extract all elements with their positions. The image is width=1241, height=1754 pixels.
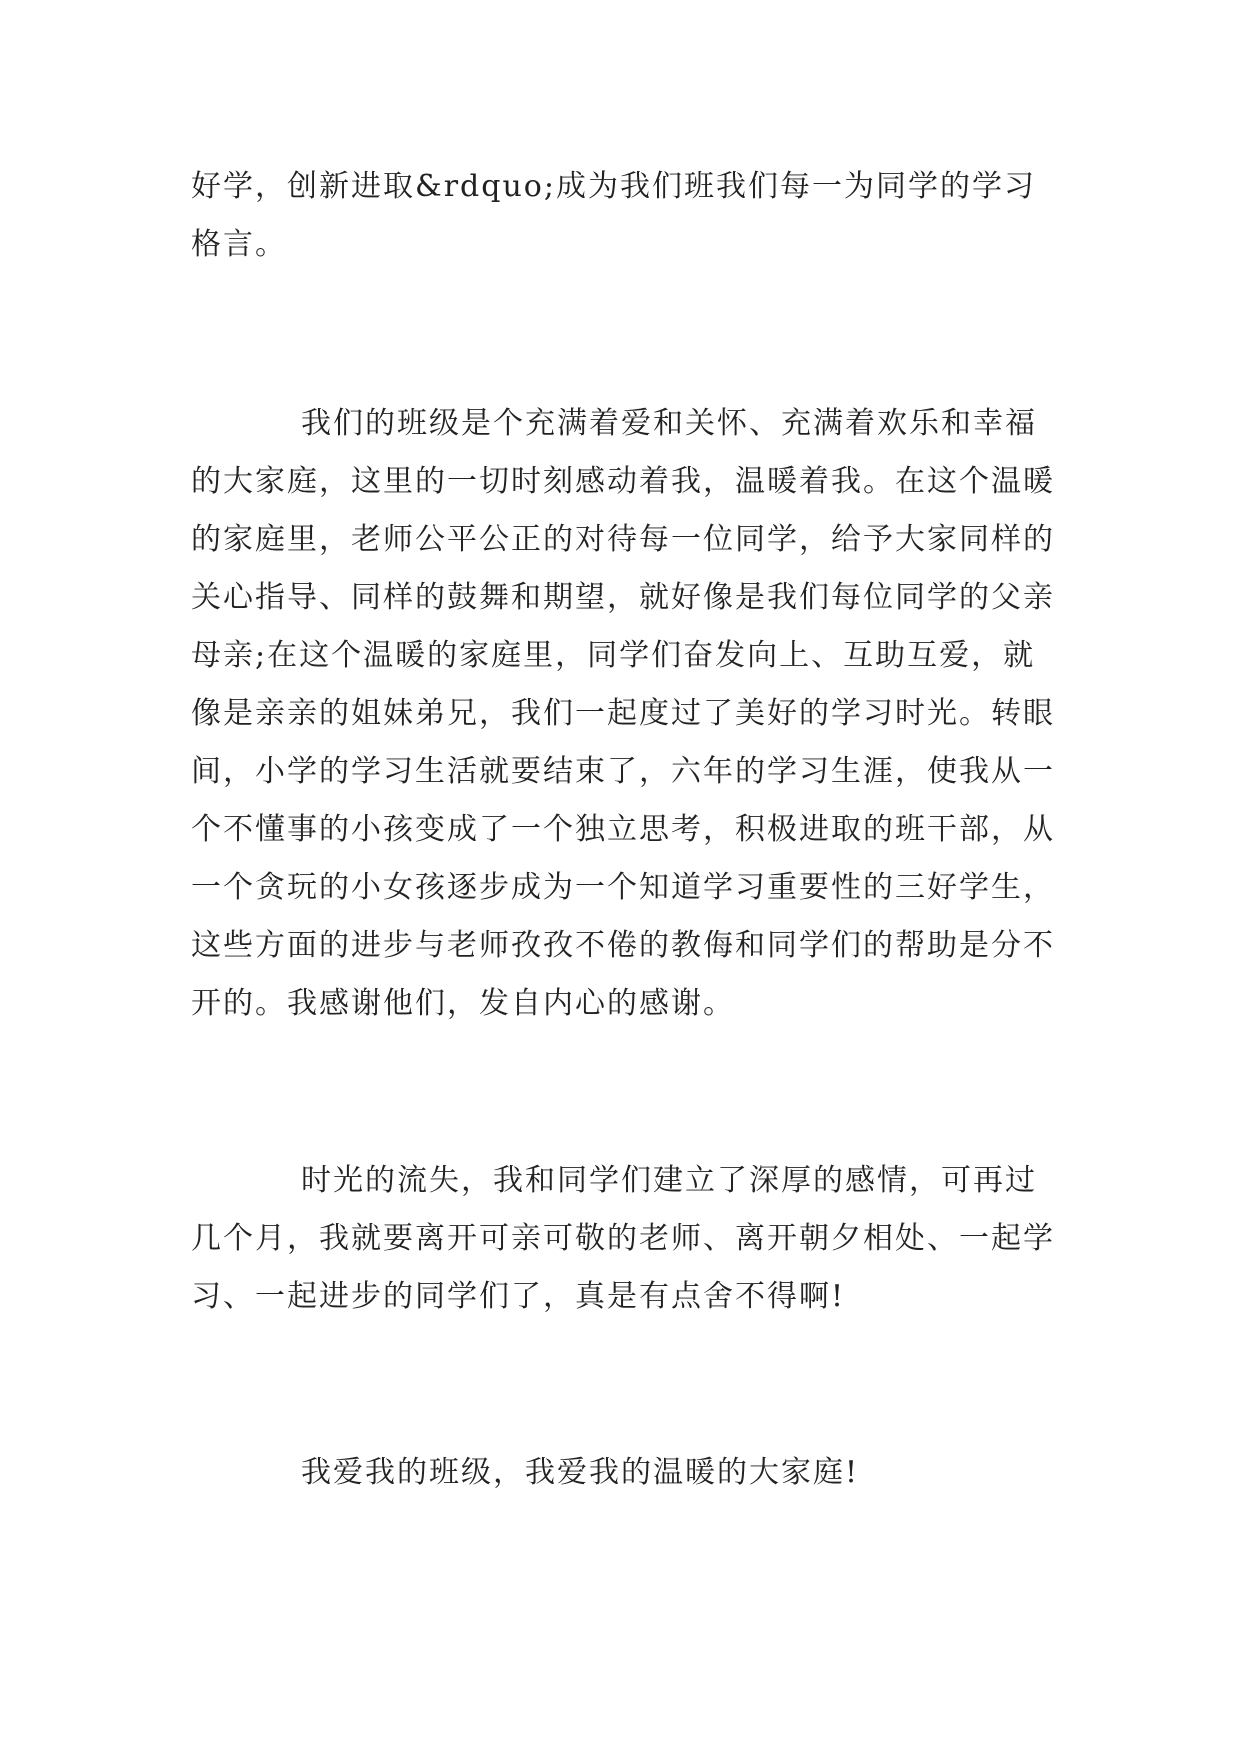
paragraph-1: 好学，创新进取&rdquo;成为我们班我们每一为同学的学习格言。 <box>191 169 1036 262</box>
paragraph-4: 我爱我的班级，我爱我的温暖的大家庭! <box>301 1455 860 1490</box>
paragraph-2: 我们的班级是个充满着爱和关怀、充满着欢乐和幸福的大家庭，这里的一切时刻感动着我，温暖着我。在这个温暖的家庭里，老师公平公正的对待每一位同学，给予大家同样的关心指导、同样的鼓舞和期望，就好像是我们每位同学的父亲母亲;在这个温暖的家庭里，同学们奋发向上、互助互爱，就像是亲亲的姐妹弟兄，我们一起度过了美好的学习时光。转眼间，小学的学习生活就要结束了，六年的学习生涯，使我从一个不懂事的小孩变成了一个独立思考，积极进取的班干部，从一个贪玩的小女孩逐步成为一个知道学习重要性的三好学生，这些方面的进步与老师孜孜不倦的教侮和同学们的帮助是分不开的。我感谢他们，发自内心的感谢。 <box>191 406 1055 1021</box>
paragraph-3: 时光的流失，我和同学们建立了深厚的感情，可再过几个月，我就要离开可亲可敬的老师、离开朝夕相处、一起学习、一起进步的同学们了，真是有点舍不得啊! <box>191 1163 1055 1314</box>
